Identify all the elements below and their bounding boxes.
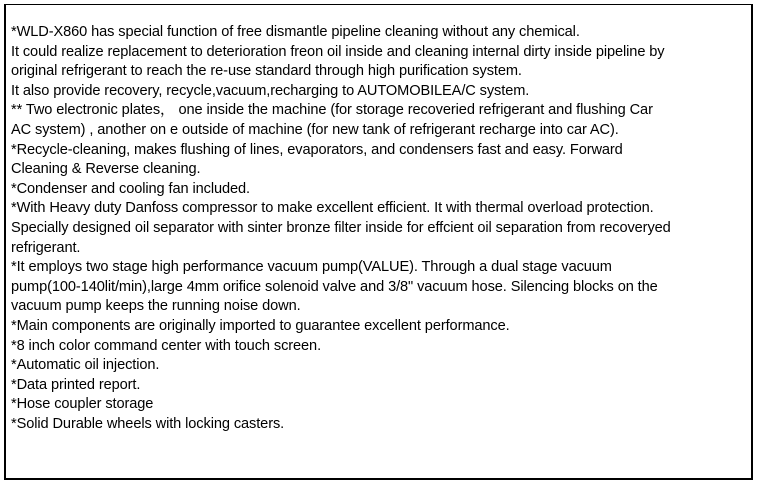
text-line: pump(100-140lit/min),large 4mm orifice solenoid valve and 3/8" vacuum hose. Silencing blocks on the bbox=[11, 278, 658, 295]
text-line: *Recycle-cleaning, makes flushing of lines, evaporators, and condensers fast and easy. Forward bbox=[11, 141, 623, 158]
product-description bbox=[11, 23, 752, 434]
text-line: *Data printed report. bbox=[11, 376, 141, 393]
text-line: *Main components are originally imported to guarantee excellent performance. bbox=[11, 317, 510, 334]
text-line: *With Heavy duty Danfoss compressor to make excellent efficient. It with thermal overload protection. bbox=[11, 200, 654, 217]
text-line: ** Two electronic plates， one inside the machine (for storage recoveried refrigerant and flushing Car bbox=[11, 102, 653, 119]
text-line: AC system) , another on e outside of machine (for new tank of refrigerant recharge into car AC). bbox=[11, 121, 619, 138]
text-line: *Condenser and cooling fan included. bbox=[11, 180, 250, 197]
text-line: *Automatic oil injection. bbox=[11, 357, 160, 374]
text-line: refrigerant. bbox=[11, 239, 81, 256]
text-line: It also provide recovery, recycle,vacuum,recharging to AUTOMOBILEA/C system. bbox=[11, 82, 530, 99]
text-line: *Hose coupler storage bbox=[11, 396, 154, 413]
text-line: Cleaning & Reverse cleaning. bbox=[11, 161, 201, 178]
text-line: *WLD-X860 has special function of free dismantle pipeline cleaning without any chemical. bbox=[11, 24, 580, 40]
text-line: *It employs two stage high performance vacuum pump(VALUE). Through a dual stage vacuum bbox=[11, 259, 612, 276]
text-line: *Solid Durable wheels with locking casters. bbox=[11, 415, 285, 432]
text-line: original refrigerant to reach the re-use standard through high purification system. bbox=[11, 63, 522, 80]
text-line: It could realize replacement to deterioration freon oil inside and cleaning internal dirty inside pipeline by bbox=[11, 43, 665, 60]
text-line: vacuum pump keeps the running noise down. bbox=[11, 298, 301, 315]
document-frame bbox=[4, 4, 753, 480]
text-line: *8 inch color command center with touch screen. bbox=[11, 337, 322, 354]
text-line: Specially designed oil separator with sinter bronze filter inside for effcient oil separation from recoveryed bbox=[11, 219, 671, 236]
